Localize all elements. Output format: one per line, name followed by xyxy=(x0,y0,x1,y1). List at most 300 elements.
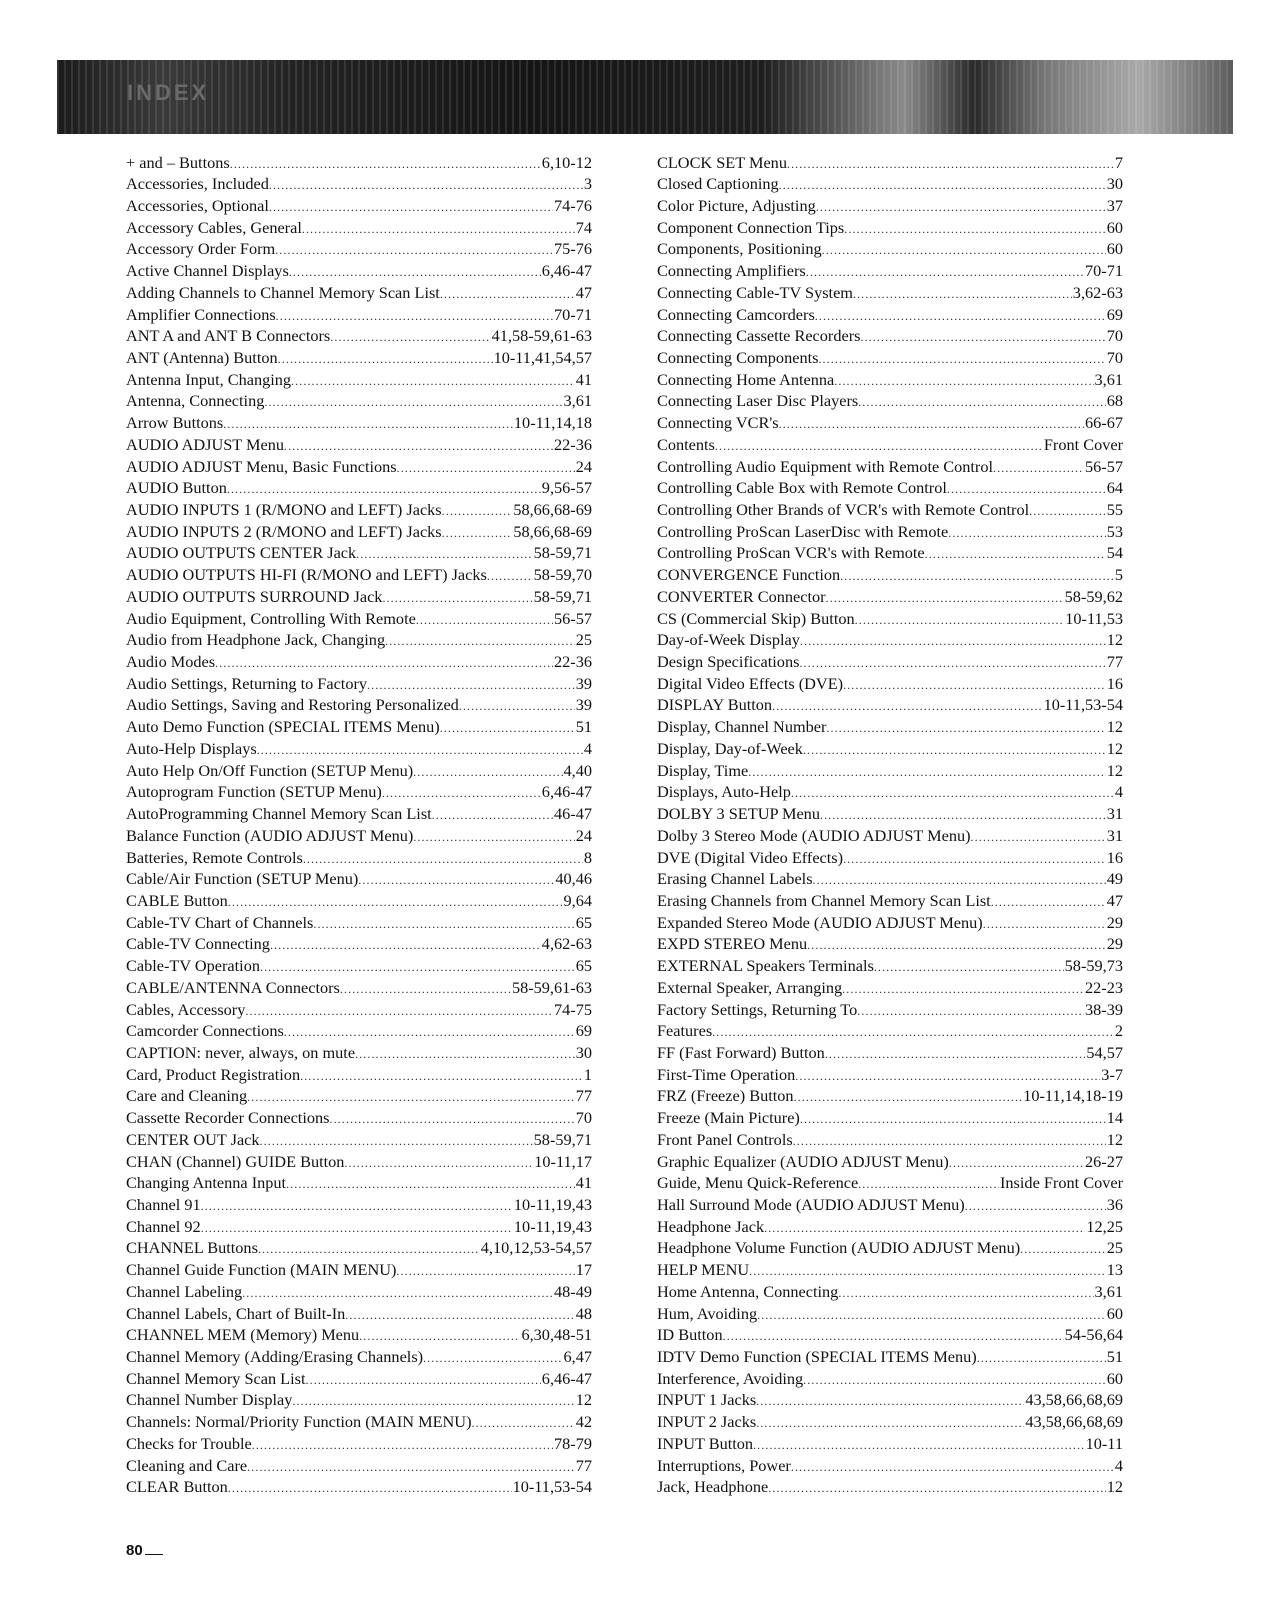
index-entry xyxy=(657,629,1123,651)
index-entry xyxy=(126,1259,592,1281)
index-pages: 53 xyxy=(1106,521,1123,541)
dot-leader xyxy=(382,588,532,608)
index-pages: 12 xyxy=(1106,760,1123,780)
dot-leader xyxy=(270,935,541,955)
index-entry xyxy=(126,629,592,651)
index-pages: 10-11,14,18-19 xyxy=(1023,1086,1123,1106)
index-pages: 4 xyxy=(1114,782,1123,802)
dot-leader xyxy=(215,653,553,673)
index-pages: 56-57 xyxy=(1085,456,1123,476)
index-pages: 42 xyxy=(575,1412,592,1432)
dot-leader xyxy=(472,1413,575,1433)
index-entry xyxy=(657,977,1123,999)
index-pages: 22-36 xyxy=(554,434,592,454)
index-pages: 55 xyxy=(1106,500,1123,519)
dot-leader xyxy=(858,1174,999,1194)
index-pages: 43,58,66,68,69 xyxy=(1025,1412,1123,1432)
dot-leader xyxy=(977,1348,1106,1368)
index-entry xyxy=(657,803,1123,825)
index-entry xyxy=(657,1368,1123,1390)
index-pages: 30 xyxy=(1106,174,1123,194)
dot-leader xyxy=(757,1305,1106,1325)
index-pages: 9,56-57 xyxy=(541,478,592,498)
index-pages: 77 xyxy=(575,1455,592,1475)
dot-leader xyxy=(826,718,1105,738)
index-entry xyxy=(126,1216,592,1238)
index-term: FRZ (Freeze) Button xyxy=(657,1086,794,1106)
index-entry xyxy=(657,1389,1123,1411)
index-entry xyxy=(657,1346,1123,1368)
dot-leader xyxy=(826,588,1064,608)
index-term: CABLE/ANTENNA Connectors xyxy=(126,977,340,997)
dot-leader xyxy=(260,957,575,977)
dot-leader xyxy=(795,1066,1100,1086)
dot-leader xyxy=(838,1283,1093,1303)
index-entry xyxy=(126,586,592,608)
index-entry xyxy=(657,760,1123,782)
index-pages: 64 xyxy=(1106,478,1123,498)
index-entry xyxy=(126,694,592,716)
dot-leader xyxy=(842,979,1084,999)
index-entry xyxy=(126,1281,592,1303)
index-entry xyxy=(126,738,592,760)
index-term: Closed Captioning xyxy=(657,174,779,194)
index-pages: 10-11,17 xyxy=(534,1151,592,1171)
index-term: Controlling Other Brands of VCR's with Remote Control xyxy=(657,500,1030,519)
index-pages: 7 xyxy=(1114,152,1123,172)
index-term: Autoprogram Function (SETUP Menu) xyxy=(126,782,382,802)
index-pages: 51 xyxy=(575,717,592,737)
index-term: CONVERTER Connector xyxy=(657,586,826,606)
index-term: Channel 91 xyxy=(126,1195,201,1214)
index-pages: 22-36 xyxy=(554,652,592,672)
index-pages: 6,10-12 xyxy=(541,152,592,172)
index-term: Card, Product Registration xyxy=(126,1064,301,1084)
index-term: CLEAR Button xyxy=(126,1477,228,1497)
index-term: Amplifier Connections xyxy=(126,304,276,324)
index-entry xyxy=(126,1064,592,1086)
index-entry xyxy=(126,1020,592,1042)
dot-leader xyxy=(459,696,575,716)
index-pages: 12,25 xyxy=(1086,1216,1123,1236)
index-entry xyxy=(126,412,592,434)
index-pages: 58,66,68-69 xyxy=(513,521,592,541)
dot-leader xyxy=(227,479,541,499)
index-entry xyxy=(657,1172,1123,1194)
index-term: Connecting Home Antenna xyxy=(657,369,835,389)
dot-leader xyxy=(853,284,1072,304)
index-term: Contents xyxy=(657,434,715,454)
dot-leader xyxy=(820,805,1106,825)
index-entry xyxy=(657,347,1123,369)
index-entry xyxy=(126,1455,592,1477)
index-term: Interference, Avoiding xyxy=(657,1368,804,1388)
dot-leader xyxy=(284,436,553,456)
index-entry xyxy=(126,282,592,304)
index-entry xyxy=(126,999,592,1021)
index-pages: 6,30,48-51 xyxy=(521,1325,592,1345)
index-pages: 3 xyxy=(583,174,592,194)
index-entry xyxy=(126,499,592,521)
index-pages: 10-11,19,43 xyxy=(513,1216,592,1236)
index-term: Design Specifications xyxy=(657,652,800,672)
index-term: Batteries, Remote Controls xyxy=(126,847,303,867)
dot-leader xyxy=(292,1391,574,1411)
index-entry xyxy=(657,716,1123,738)
index-entry xyxy=(126,1324,592,1346)
index-entry xyxy=(657,1259,1123,1281)
index-entry xyxy=(657,325,1123,347)
index-term: EXTERNAL Speakers Terminals xyxy=(657,956,874,976)
index-pages: 60 xyxy=(1106,239,1123,259)
index-entry xyxy=(657,238,1123,260)
dot-leader xyxy=(787,154,1114,174)
index-term: Channel Memory Scan List xyxy=(126,1368,306,1388)
index-entry xyxy=(657,1085,1123,1107)
index-pages: 30 xyxy=(575,1042,592,1062)
index-pages: 77 xyxy=(1106,652,1123,672)
index-entry xyxy=(657,1237,1123,1259)
dot-leader xyxy=(712,1022,1114,1042)
dot-leader xyxy=(269,175,583,195)
index-pages: 24 xyxy=(575,456,592,476)
dot-leader xyxy=(382,783,541,803)
index-term: Connecting Camcorders xyxy=(657,304,815,324)
index-pages: 39 xyxy=(575,673,592,693)
dot-leader xyxy=(432,805,553,825)
index-pages: 43,58,66,68,69 xyxy=(1025,1390,1123,1410)
index-entry xyxy=(657,1042,1123,1064)
index-entry xyxy=(657,847,1123,869)
index-entry xyxy=(657,608,1123,630)
index-pages: 37 xyxy=(1106,195,1123,215)
index-entry xyxy=(126,434,592,456)
index-term: + and – Buttons xyxy=(126,152,230,172)
index-pages: 58,66,68-69 xyxy=(513,500,592,519)
dot-leader xyxy=(807,935,1106,955)
index-pages: 17 xyxy=(575,1260,592,1280)
index-entry xyxy=(126,781,592,803)
index-entry xyxy=(657,1476,1123,1498)
index-pages: 12 xyxy=(1106,1477,1123,1497)
index-entry xyxy=(126,760,592,782)
index-term: CHANNEL Buttons xyxy=(126,1238,258,1258)
dot-leader xyxy=(834,371,1093,391)
dot-leader xyxy=(276,306,553,326)
index-term: Displays, Auto-Help xyxy=(657,782,791,802)
dot-leader xyxy=(260,1131,533,1151)
index-pages: 10-11,41,54,57 xyxy=(493,347,592,367)
index-entry xyxy=(657,694,1123,716)
index-entry xyxy=(126,1172,592,1194)
index-pages: 40,46 xyxy=(555,869,592,889)
index-term: Auto-Help Displays xyxy=(126,738,257,758)
dot-leader xyxy=(340,979,511,999)
index-term: Auto Help On/Off Function (SETUP Menu) xyxy=(126,760,414,780)
index-entry xyxy=(657,1281,1123,1303)
index-term: Audio Equipment, Controlling With Remote xyxy=(126,608,416,628)
index-term: AUDIO Button xyxy=(126,478,227,498)
index-entry xyxy=(657,260,1123,282)
dot-leader xyxy=(815,306,1106,326)
index-term: Connecting Cassette Recorders xyxy=(657,326,861,346)
index-term: ANT A and ANT B Connectors xyxy=(126,326,331,346)
dot-leader xyxy=(925,544,1106,564)
index-pages: 70 xyxy=(1106,326,1123,346)
index-entry xyxy=(657,1129,1123,1151)
index-term: Connecting Amplifiers xyxy=(657,261,806,281)
index-pages: 3,61 xyxy=(563,391,592,411)
index-pages: 1 xyxy=(583,1064,592,1084)
index-entry xyxy=(657,781,1123,803)
index-entry xyxy=(657,195,1123,217)
index-pages: 13 xyxy=(1106,1260,1123,1280)
dot-leader xyxy=(289,262,541,282)
index-term: CONVERGENCE Function xyxy=(657,565,841,585)
dot-leader xyxy=(228,892,563,912)
dot-leader xyxy=(791,1457,1114,1477)
index-pages: 6,46-47 xyxy=(541,261,592,281)
dot-leader xyxy=(818,349,1105,369)
index-term: Audio Settings, Returning to Factory xyxy=(126,673,368,693)
dot-leader xyxy=(791,783,1114,803)
dot-leader xyxy=(840,566,1114,586)
index-pages: 12 xyxy=(1106,717,1123,737)
index-pages: 48 xyxy=(575,1303,592,1323)
index-entry xyxy=(657,499,1123,521)
index-entry xyxy=(126,1368,592,1390)
dot-leader xyxy=(385,631,575,651)
index-pages: 54 xyxy=(1106,543,1123,563)
index-term: AUDIO OUTPUTS CENTER Jack xyxy=(126,543,357,563)
index-pages: 29 xyxy=(1106,912,1123,932)
index-entry xyxy=(126,1433,592,1455)
dot-leader xyxy=(247,1457,575,1477)
page-number-text: 80 xyxy=(126,1542,143,1559)
dot-leader xyxy=(748,762,1105,782)
dot-leader xyxy=(228,1478,512,1498)
index-entry xyxy=(126,1389,592,1411)
index-pages: 16 xyxy=(1106,847,1123,867)
index-entry xyxy=(126,1085,592,1107)
index-term: Accessories, Optional xyxy=(126,195,269,215)
index-term: CHAN (Channel) GUIDE Button xyxy=(126,1151,345,1171)
index-entry xyxy=(126,673,592,695)
index-entry xyxy=(126,1151,592,1173)
dot-leader xyxy=(991,892,1106,912)
index-entry xyxy=(126,608,592,630)
index-pages: 12 xyxy=(1106,738,1123,758)
index-term: Cleaning and Care xyxy=(126,1455,248,1475)
index-term: AUDIO OUTPUTS HI-FI (R/MONO and LEFT) Jacks xyxy=(126,565,487,585)
index-entry xyxy=(126,890,592,912)
index-entry xyxy=(657,1433,1123,1455)
index-term: Cable-TV Chart of Channels xyxy=(126,912,314,932)
index-entry xyxy=(126,977,592,999)
index-pages: 36 xyxy=(1106,1195,1123,1214)
index-pages: 66-67 xyxy=(1085,413,1123,433)
index-term: Graphic Equalizer (AUDIO ADJUST Menu) xyxy=(657,1151,949,1171)
dot-leader xyxy=(1020,1239,1106,1259)
index-entry xyxy=(126,347,592,369)
dot-leader xyxy=(803,1370,1106,1390)
index-entry xyxy=(657,999,1123,1021)
index-entry xyxy=(657,412,1123,434)
dot-leader xyxy=(723,1326,1064,1346)
dot-leader xyxy=(358,870,554,890)
index-term: ANT (Antenna) Button xyxy=(126,347,278,367)
index-pages: 9,64 xyxy=(563,890,592,910)
index-term: Headphone Jack xyxy=(657,1216,765,1236)
index-term: Arrow Buttons xyxy=(126,413,224,433)
page-number xyxy=(126,1542,163,1559)
index-term: Guide, Menu Quick-Reference xyxy=(657,1173,859,1193)
header-title: INDEX xyxy=(127,80,210,105)
index-pages: 10-11,14,18 xyxy=(513,413,592,433)
index-entry xyxy=(657,477,1123,499)
dot-leader xyxy=(947,479,1106,499)
dot-leader xyxy=(874,957,1064,977)
index-entry xyxy=(657,1216,1123,1238)
dot-leader xyxy=(223,414,513,434)
index-pages: 31 xyxy=(1106,804,1123,824)
index-term: Camcorder Connections xyxy=(126,1021,284,1041)
index-entry xyxy=(126,260,592,282)
index-pages: 12 xyxy=(1106,1129,1123,1149)
dot-leader xyxy=(245,1001,553,1021)
index-pages: 3,62-63 xyxy=(1072,282,1123,302)
dot-leader xyxy=(397,458,575,478)
index-pages: 39 xyxy=(575,695,592,715)
index-entry xyxy=(126,1237,592,1259)
index-entry xyxy=(657,933,1123,955)
index-pages: 47 xyxy=(1106,890,1123,910)
dot-leader xyxy=(806,262,1084,282)
index-entry xyxy=(126,195,592,217)
dot-leader xyxy=(1029,501,1106,521)
index-term: Display, Time xyxy=(657,760,749,780)
index-entry xyxy=(126,1194,592,1216)
index-pages: 8 xyxy=(583,847,592,867)
index-pages: Front Cover xyxy=(1043,434,1123,454)
index-pages: 58-59,71 xyxy=(533,543,592,563)
dot-leader xyxy=(257,740,583,760)
index-entry xyxy=(657,1064,1123,1086)
index-pages: 4 xyxy=(583,738,592,758)
index-term: AUDIO INPUTS 2 (R/MONO and LEFT) Jacks xyxy=(126,521,442,541)
dot-leader xyxy=(247,1087,575,1107)
dot-leader xyxy=(442,523,513,543)
index-entry xyxy=(657,651,1123,673)
dot-leader xyxy=(822,240,1106,260)
index-entry xyxy=(657,564,1123,586)
index-pages: 70 xyxy=(575,1108,592,1128)
dot-leader xyxy=(965,1196,1106,1216)
index-entry xyxy=(657,304,1123,326)
index-pages: 12 xyxy=(1106,630,1123,650)
index-pages: 65 xyxy=(575,912,592,932)
dot-leader xyxy=(413,762,562,782)
index-entry xyxy=(126,238,592,260)
index-term: Antenna Input, Changing xyxy=(126,369,292,389)
index-term: Accessory Order Form xyxy=(126,239,276,259)
dot-leader xyxy=(844,219,1105,239)
index-pages: 74 xyxy=(575,217,592,237)
index-term: Adding Channels to Channel Memory Scan List xyxy=(126,282,440,302)
dot-leader xyxy=(799,653,1105,673)
index-pages: 60 xyxy=(1106,217,1123,237)
index-pages: 12 xyxy=(575,1390,592,1410)
index-entry xyxy=(657,955,1123,977)
index-pages: 6,47 xyxy=(563,1347,592,1367)
dot-leader xyxy=(367,675,575,695)
dot-leader xyxy=(355,1044,575,1064)
index-pages: 74-76 xyxy=(554,195,592,215)
dot-leader xyxy=(329,1109,574,1129)
index-term: CS (Commercial Skip) Button xyxy=(657,608,855,628)
index-term: AUDIO INPUTS 1 (R/MONO and LEFT) Jacks xyxy=(126,500,442,519)
index-term: Color Picture, Adjusting xyxy=(657,195,816,215)
dot-leader xyxy=(803,740,1106,760)
index-pages: 74-75 xyxy=(554,999,592,1019)
dot-leader xyxy=(749,1261,1106,1281)
dot-leader xyxy=(816,197,1106,217)
dot-leader xyxy=(284,1022,575,1042)
index-term: CAPTION: never, always, on mute xyxy=(126,1042,356,1062)
index-entry xyxy=(126,369,592,391)
dot-leader xyxy=(359,1326,520,1346)
index-term: Channel Labeling xyxy=(126,1281,243,1301)
index-term: Erasing Channels from Channel Memory Scan List xyxy=(657,890,991,910)
dot-leader xyxy=(794,1087,1023,1107)
index-term: Headphone Volume Function (AUDIO ADJUST Menu) xyxy=(657,1238,1021,1258)
index-pages: 24 xyxy=(575,825,592,845)
index-entry xyxy=(657,1194,1123,1216)
dot-leader xyxy=(764,1218,1085,1238)
index-entry xyxy=(657,173,1123,195)
index-term: INPUT 2 Jacks xyxy=(657,1412,757,1432)
dot-leader xyxy=(269,197,553,217)
index-term: Display, Channel Number xyxy=(657,717,827,737)
index-term: Day-of-Week Display xyxy=(657,630,800,650)
index-pages: 4,62-63 xyxy=(541,934,592,954)
dot-leader xyxy=(442,501,513,521)
index-pages: 60 xyxy=(1106,1368,1123,1388)
index-pages: 69 xyxy=(575,1021,592,1041)
index-term: Erasing Channel Labels xyxy=(657,869,813,889)
index-term: FF (Fast Forward) Button xyxy=(657,1042,825,1062)
dot-leader xyxy=(264,392,562,412)
index-term: Audio from Headphone Jack, Changing xyxy=(126,630,386,650)
index-pages: 78-79 xyxy=(554,1433,592,1453)
index-entry xyxy=(657,1324,1123,1346)
index-term: Connecting VCR's xyxy=(657,413,779,433)
index-term: IDTV Demo Function (SPECIAL ITEMS Menu) xyxy=(657,1347,977,1367)
dot-leader xyxy=(993,458,1084,478)
index-entry xyxy=(657,390,1123,412)
index-pages: 77 xyxy=(575,1086,592,1106)
index-term: Cables, Accessory xyxy=(126,999,246,1019)
index-term: Active Channel Displays xyxy=(126,261,289,281)
dot-leader xyxy=(201,1218,513,1238)
index-pages: 41 xyxy=(575,369,592,389)
dot-leader xyxy=(258,1239,480,1259)
dot-leader xyxy=(971,827,1106,847)
index-term: Balance Function (AUDIO ADJUST Menu) xyxy=(126,825,414,845)
index-term: DISPLAY Button xyxy=(657,695,773,715)
dot-leader xyxy=(768,1478,1106,1498)
index-term: Front Panel Controls xyxy=(657,1129,793,1149)
